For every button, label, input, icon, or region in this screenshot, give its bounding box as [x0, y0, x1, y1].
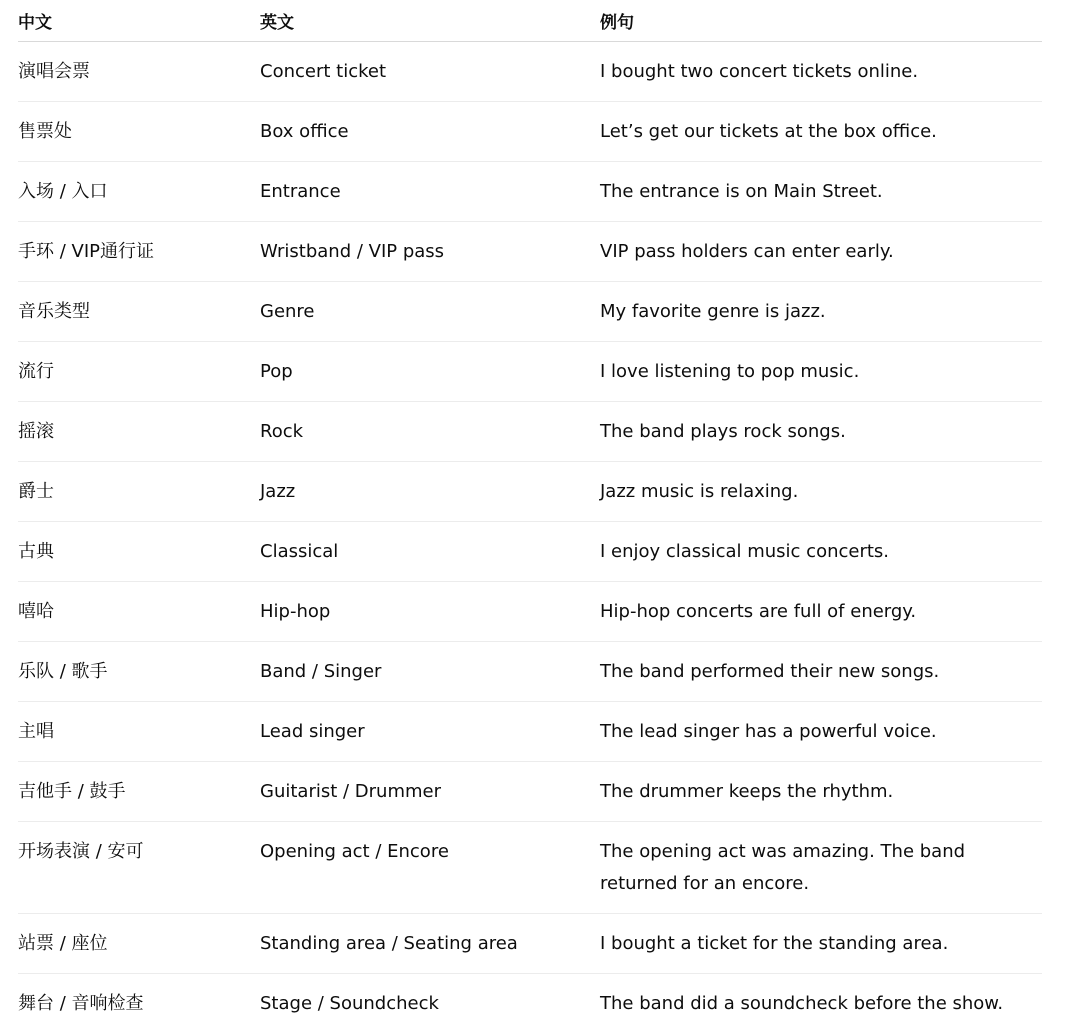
cell-chinese: 流行 — [18, 342, 260, 402]
cell-example: The band performed their new songs. — [600, 642, 1042, 702]
cell-example: My favorite genre is jazz. — [600, 282, 1042, 342]
cell-chinese: 摇滚 — [18, 402, 260, 462]
table-row — [18, 914, 1042, 974]
cell-chinese: 乐队 / 歌手 — [18, 642, 260, 702]
cell-english: Hip-hop — [260, 582, 600, 642]
header-english: 英文 — [260, 0, 600, 42]
cell-english: Classical — [260, 522, 600, 582]
cell-example: I love listening to pop music. — [600, 342, 1042, 402]
cell-example: I bought a ticket for the standing area. — [600, 914, 1042, 974]
table-row — [18, 642, 1042, 702]
table-row — [18, 282, 1042, 342]
cell-chinese: 站票 / 座位 — [18, 914, 260, 974]
cell-english: Guitarist / Drummer — [260, 762, 600, 822]
cell-english: Genre — [260, 282, 600, 342]
cell-chinese: 吉他手 / 鼓手 — [18, 762, 260, 822]
cell-english: Box office — [260, 102, 600, 162]
table-header — [18, 0, 1042, 42]
cell-example: The entrance is on Main Street. — [600, 162, 1042, 222]
table-row — [18, 402, 1042, 462]
cell-example: The band plays rock songs. — [600, 402, 1042, 462]
cell-example: Hip-hop concerts are full of energy. — [600, 582, 1042, 642]
cell-english: Pop — [260, 342, 600, 402]
cell-chinese: 音乐类型 — [18, 282, 260, 342]
cell-english: Band / Singer — [260, 642, 600, 702]
cell-chinese: 嘻哈 — [18, 582, 260, 642]
header-chinese: 中文 — [18, 0, 260, 42]
table-row — [18, 462, 1042, 522]
cell-example: The opening act was amazing. The band returned for an encore. — [600, 822, 1042, 914]
cell-english: Opening act / Encore — [260, 822, 600, 914]
table-row — [18, 582, 1042, 642]
cell-chinese: 爵士 — [18, 462, 260, 522]
table-row — [18, 342, 1042, 402]
table-row — [18, 522, 1042, 582]
cell-english: Entrance — [260, 162, 600, 222]
cell-example: Jazz music is relaxing. — [600, 462, 1042, 522]
cell-example: VIP pass holders can enter early. — [600, 222, 1042, 282]
cell-chinese: 主唱 — [18, 702, 260, 762]
cell-chinese: 入场 / 入口 — [18, 162, 260, 222]
cell-english: Jazz — [260, 462, 600, 522]
cell-chinese: 手环 / VIP通行证 — [18, 222, 260, 282]
cell-example: The band did a soundcheck before the show. — [600, 974, 1042, 1033]
cell-chinese: 古典 — [18, 522, 260, 582]
vocabulary-table — [18, 0, 1042, 1033]
cell-english: Stage / Soundcheck — [260, 974, 600, 1033]
cell-chinese: 演唱会票 — [18, 42, 260, 102]
table-row — [18, 974, 1042, 1033]
cell-example: The drummer keeps the rhythm. — [600, 762, 1042, 822]
header-row — [18, 0, 1042, 42]
cell-english: Wristband / VIP pass — [260, 222, 600, 282]
table-row — [18, 822, 1042, 914]
table-row — [18, 702, 1042, 762]
cell-example: I enjoy classical music concerts. — [600, 522, 1042, 582]
table-row — [18, 762, 1042, 822]
cell-chinese: 舞台 / 音响检查 — [18, 974, 260, 1033]
cell-english: Lead singer — [260, 702, 600, 762]
table-row — [18, 102, 1042, 162]
cell-chinese: 开场表演 / 安可 — [18, 822, 260, 914]
table-row — [18, 222, 1042, 282]
cell-example: I bought two concert tickets online. — [600, 42, 1042, 102]
table-row — [18, 42, 1042, 102]
table-body — [18, 42, 1042, 1033]
table-row — [18, 162, 1042, 222]
cell-example: Let’s get our tickets at the box office. — [600, 102, 1042, 162]
cell-english: Concert ticket — [260, 42, 600, 102]
cell-english: Rock — [260, 402, 600, 462]
cell-english: Standing area / Seating area — [260, 914, 600, 974]
header-example: 例句 — [600, 0, 1042, 42]
cell-example: The lead singer has a powerful voice. — [600, 702, 1042, 762]
cell-chinese: 售票处 — [18, 102, 260, 162]
